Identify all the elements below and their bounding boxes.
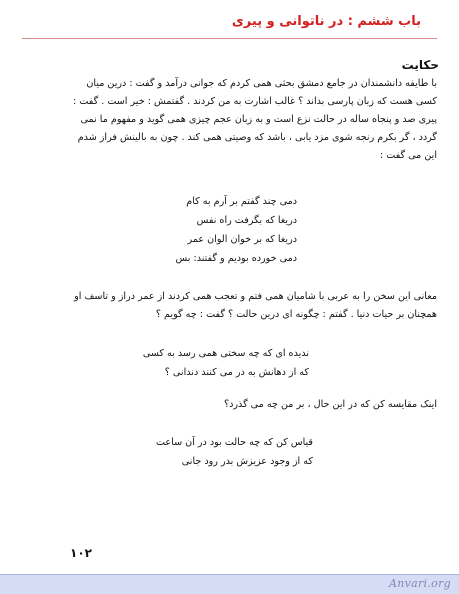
poem-1: [176, 192, 297, 268]
paragraph-line: اینک مقایسه کن که در این حال ، بر من چه می گذرد؟: [224, 399, 437, 410]
paragraph-line: همچنان بر حیات دنیا . گفتم : چگونه ای درین حالت ؟ گفت : چه گویم ؟: [155, 309, 437, 320]
verse-line: دمی چند گفتم بر آرم به کام: [186, 196, 297, 207]
verse-line: دمی خورده بودیم و گفتند: بس: [175, 253, 297, 264]
watermark-logo: Anvari.org: [389, 577, 451, 590]
paragraph-line: با طایفه دانشمندان در جامع دمشق بحثی همی کردم که جوانی درآمد و گفت : درین میان: [86, 78, 437, 89]
paragraph-line: معانی این سخن را به عربی با شامیان همی فتم و تعجب همی کردند از عمر دراز و تاسف او: [74, 291, 437, 302]
verse-line: دریغا که بر خوان الوان عمر: [187, 234, 297, 245]
verse-line: که از دهانش به در می کنند دندانی ؟: [164, 367, 309, 378]
verse-line: که از وجود عزیزش بدر رود جانی: [181, 456, 313, 467]
paragraph-line: پیری صد و پنجاه ساله در حالت نزع است و به زبان عجم چیزی همی گوید و مفهوم ما نمی: [80, 114, 437, 125]
verse-line: دریغا که بگرفت راه نفس: [196, 215, 297, 226]
header-divider: [22, 38, 437, 39]
verse-line: قیاس کن که چه حالت بود در آن ساعت: [156, 437, 313, 448]
page-number: ۱۰۲: [70, 546, 92, 560]
paragraph-line: گردد ، گر بکرم رنجه شوی مزد یابی ، باشد که وصیتی همی کند . چون به بالینش فراز شدم: [77, 132, 437, 143]
paragraph-2: [21, 288, 437, 324]
chapter-title: باب ششم : در ناتوانی و پیری: [231, 14, 421, 29]
paragraph-1: [21, 75, 437, 165]
verse-line: ندیده ای که چه سختی همی رسد به کسی: [142, 348, 309, 359]
paragraph-line: کسی هست که زبان پارسی بداند ؟ غالب اشارت به من کردند . گفتمش : خیر است . گفت :: [73, 96, 437, 107]
poem-3: [156, 433, 313, 471]
poem-2: [143, 344, 309, 382]
paragraph-line: این می گفت :: [380, 150, 437, 161]
paragraph-3: [21, 396, 437, 414]
section-heading: حکایت: [401, 58, 439, 72]
